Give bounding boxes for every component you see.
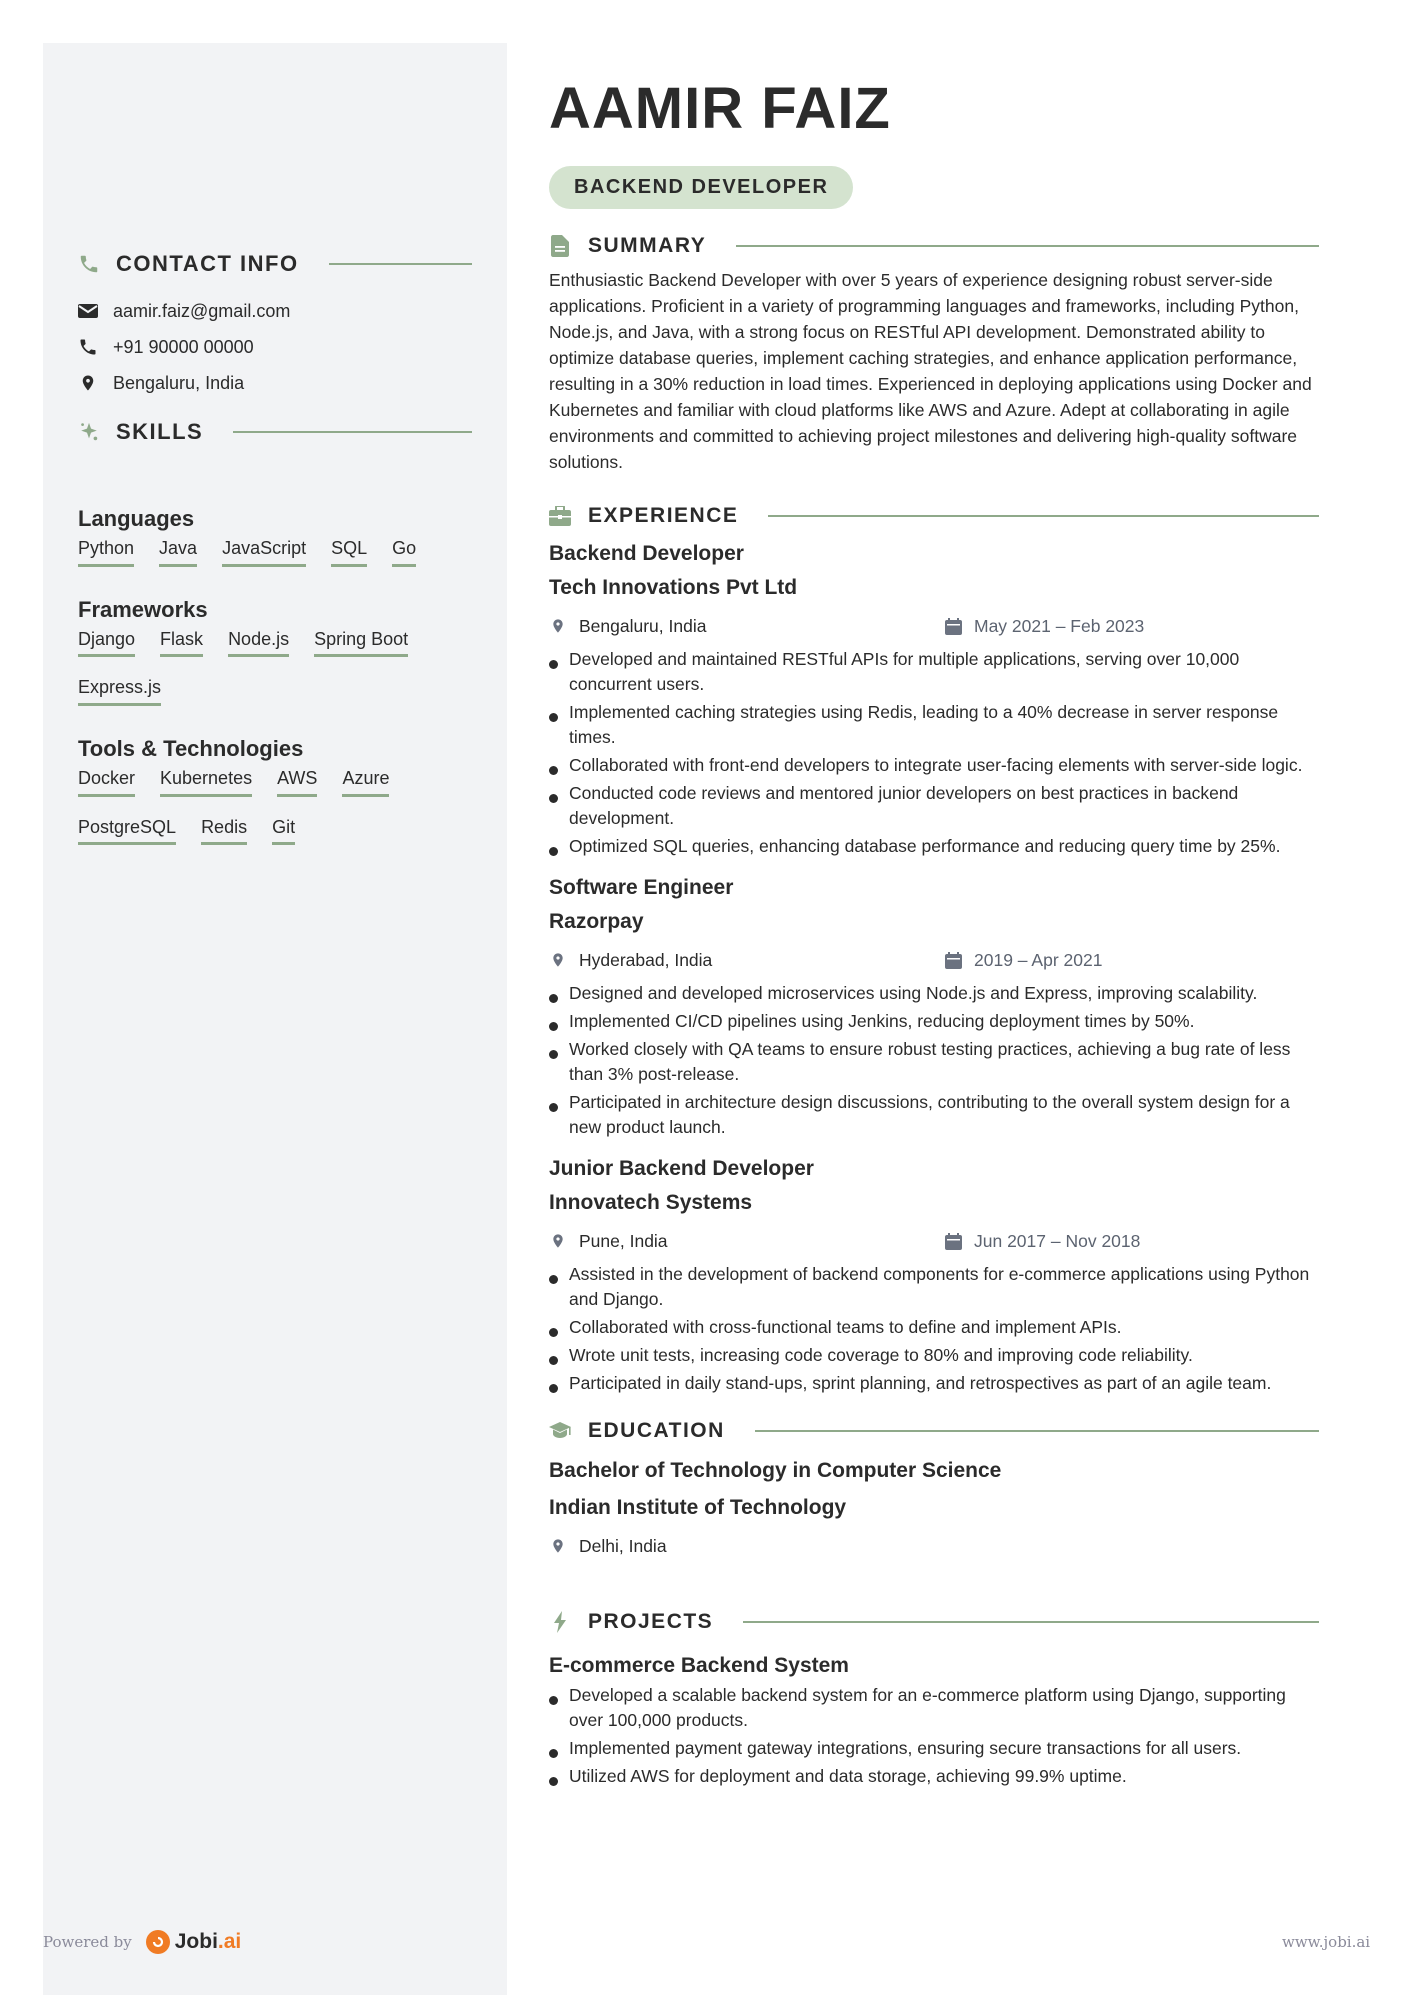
project-entry [549,1649,1319,1789]
job-bullets [549,1262,1319,1396]
skill-group-title: Frameworks [78,596,208,622]
job-bullets [549,981,1319,1140]
footer-branding [43,1930,241,1954]
website-link[interactable]: www.jobi.ai [1282,1933,1371,1951]
list-item: Optimized SQL queries, enhancing database performance and reducing query time by 25%. [549,834,1319,859]
list-item: Wrote unit tests, increasing code coverage to 80% and improving code reliability. [549,1343,1319,1368]
job-role: Software Engineer [549,876,734,899]
list-item: Utilized AWS for deployment and data storage, achieving 99.9% uptime. [549,1764,1319,1789]
list-item: Assisted in the development of backend components for e-commerce applications using Python and Django. [549,1262,1319,1312]
skill-tag: Docker [78,768,135,797]
list-item: Collaborated with cross-functional teams to define and implement APIs. [549,1315,1319,1340]
skill-tag: Spring Boot [314,629,408,658]
job-entry [549,1152,1319,1396]
education-meta [549,1529,1319,1563]
brand-main: Jobi [174,1930,218,1953]
job-location-text: Hyderabad, India [579,949,713,970]
list-item: Implemented payment gateway integrations, ensuring secure transactions for all users. [549,1736,1319,1761]
job-company: Razorpay [549,910,644,933]
lightning-icon [549,1611,571,1633]
skill-group-title: Languages [78,506,195,531]
mail-icon [78,301,98,321]
contact-info-title: CONTACT INFO [116,251,299,276]
job-dates [944,950,1102,971]
candidate-name: AAMIR FAIZ [549,76,891,141]
experience-heading [549,501,1319,531]
job-bullets [549,647,1319,859]
skills-section [78,500,472,875]
jobi-logo-icon [146,1930,170,1954]
skill-tag: SQL [331,538,367,567]
skill-tag: Flask [160,629,203,658]
skill-tag: Git [272,817,295,846]
location-pin-icon [549,1537,567,1555]
skill-tags [78,629,472,726]
skill-tag: Kubernetes [160,768,252,797]
job-dates [944,1231,1140,1252]
phone-text: +91 90000 00000 [113,336,254,357]
graduation-cap-icon [549,1420,571,1442]
divider [743,1621,1319,1623]
job-entry [549,537,1319,859]
location-pin-icon [549,1232,567,1250]
main-content [549,76,1319,1792]
divider [755,1430,1319,1432]
location-pin-icon [549,951,567,969]
job-entry [549,871,1319,1140]
skill-tag: Express.js [78,677,161,706]
education-title: EDUCATION [588,1419,725,1442]
job-location [549,1231,944,1252]
job-dates-text: 2019 – Apr 2021 [974,949,1103,970]
summary-text: Enthusiastic Backend Developer with over 5 years of experience designing robust server-side applications. Proficient in a variety of programming languages and frameworks, including Python, Node.js, and Java, with a strong focus on RESTful API development. Demonstrated ability to optimize database queries, implement caching strategies, and enhance application performance, resulting in a 30% reduction in load times. Experienced in deploying applications using Docker and Kubernetes and familiar with cloud platforms like AWS and Azure. Adept at collaborating in agile environments and committed to achieving project milestones and delivering high-quality software solutions. [549,270,1312,472]
experience-title: EXPERIENCE [588,504,739,527]
project-name: E-commerce Backend System [549,1654,849,1677]
job-location [549,616,944,637]
divider [329,263,472,265]
job-company: Tech Innovations Pvt Ltd [549,576,798,599]
jobi-logo-text [175,1930,242,1954]
calendar-icon [944,1232,962,1250]
contact-list [78,293,290,401]
skill-tag: Azure [342,768,389,797]
divider [768,515,1319,517]
list-item: Participated in architecture design discussions, contributing to the overall system design for a new product launch. [549,1090,1319,1140]
skill-tag: PostgreSQL [78,817,176,846]
projects-heading [549,1607,1319,1637]
list-item: Developed a scalable backend system for an e-commerce platform using Django, supporting over 100,000 products. [549,1683,1319,1733]
location-pin-icon [549,617,567,635]
list-item: Designed and developed microservices using Node.js and Express, improving scalability. [549,981,1319,1006]
skill-tag: Redis [201,817,247,846]
powered-by-text: Powered by [43,1933,132,1951]
job-location-text: Bengaluru, India [579,615,707,636]
job-title-badge: BACKEND DEVELOPER [549,166,853,209]
phone-icon [78,337,98,357]
job-dates-text: Jun 2017 – Nov 2018 [974,1230,1141,1251]
degree: Bachelor of Technology in Computer Science [549,1459,1002,1482]
job-dates-text: May 2021 – Feb 2023 [974,615,1145,636]
brand-suffix: .ai [217,1930,242,1953]
list-item: Collaborated with front-end developers to integrate user-facing elements with server-side logic. [549,753,1319,778]
job-role: Junior Backend Developer [549,1157,814,1180]
list-item: Implemented CI/CD pipelines using Jenkins, reducing deployment times by 50%. [549,1009,1319,1034]
education-heading [549,1416,1319,1446]
list-item: Worked closely with QA teams to ensure robust testing practices, achieving a bug rate of less than 3% post-release. [549,1037,1319,1087]
skill-group-title: Tools & Technologies [78,736,304,762]
list-item: Developed and maintained RESTful APIs for multiple applications, serving over 10,000 concurrent users. [549,647,1319,697]
skill-tag: Node.js [228,629,289,658]
education-location [549,1536,944,1557]
education-location-text: Delhi, India [579,1535,667,1556]
contact-phone[interactable] [78,329,290,365]
contact-location [78,365,290,401]
location-pin-icon [78,373,98,393]
skill-tags [78,538,472,587]
school: Indian Institute of Technology [549,1496,847,1519]
skill-tags [78,768,472,865]
phone-icon [78,253,100,275]
contact-email[interactable] [78,293,290,329]
job-meta [549,1224,1319,1258]
briefcase-icon [549,505,571,527]
skill-tag: Java [159,538,197,567]
project-bullets [549,1683,1319,1789]
skill-tag: JavaScript [222,538,306,567]
document-icon [549,235,571,257]
sparkle-icon [78,421,100,443]
skill-tag: Python [78,538,134,567]
job-meta [549,609,1319,643]
list-item: Participated in daily stand-ups, sprint planning, and retrospectives as part of an agile team. [549,1371,1319,1396]
job-company: Innovatech Systems [549,1191,753,1214]
divider [736,245,1319,247]
job-dates [944,616,1144,637]
skill-tag: AWS [277,768,317,797]
calendar-icon [944,951,962,969]
skill-tag: Go [392,538,416,567]
email-text: aamir.faiz@gmail.com [113,300,291,321]
skills-title: SKILLS [116,419,204,444]
job-location [549,950,944,971]
sidebar [43,43,507,1995]
projects-title: PROJECTS [588,1610,714,1633]
divider [233,431,472,433]
location-text: Bengaluru, India [113,372,245,393]
job-location-text: Pune, India [579,1230,668,1251]
list-item: Implemented caching strategies using Redis, leading to a 40% decrease in server response times. [549,700,1319,750]
summary-title: SUMMARY [588,234,707,257]
skill-tag: Django [78,629,135,658]
job-meta [549,943,1319,977]
jobi-logo[interactable] [146,1930,242,1954]
list-item: Conducted code reviews and mentored junior developers on best practices in backend development. [549,781,1319,831]
contact-info-heading [78,251,472,277]
skills-heading [78,419,472,445]
job-role: Backend Developer [549,542,744,565]
summary-heading [549,231,1319,261]
education-entry [549,1454,1319,1563]
calendar-icon [944,617,962,635]
